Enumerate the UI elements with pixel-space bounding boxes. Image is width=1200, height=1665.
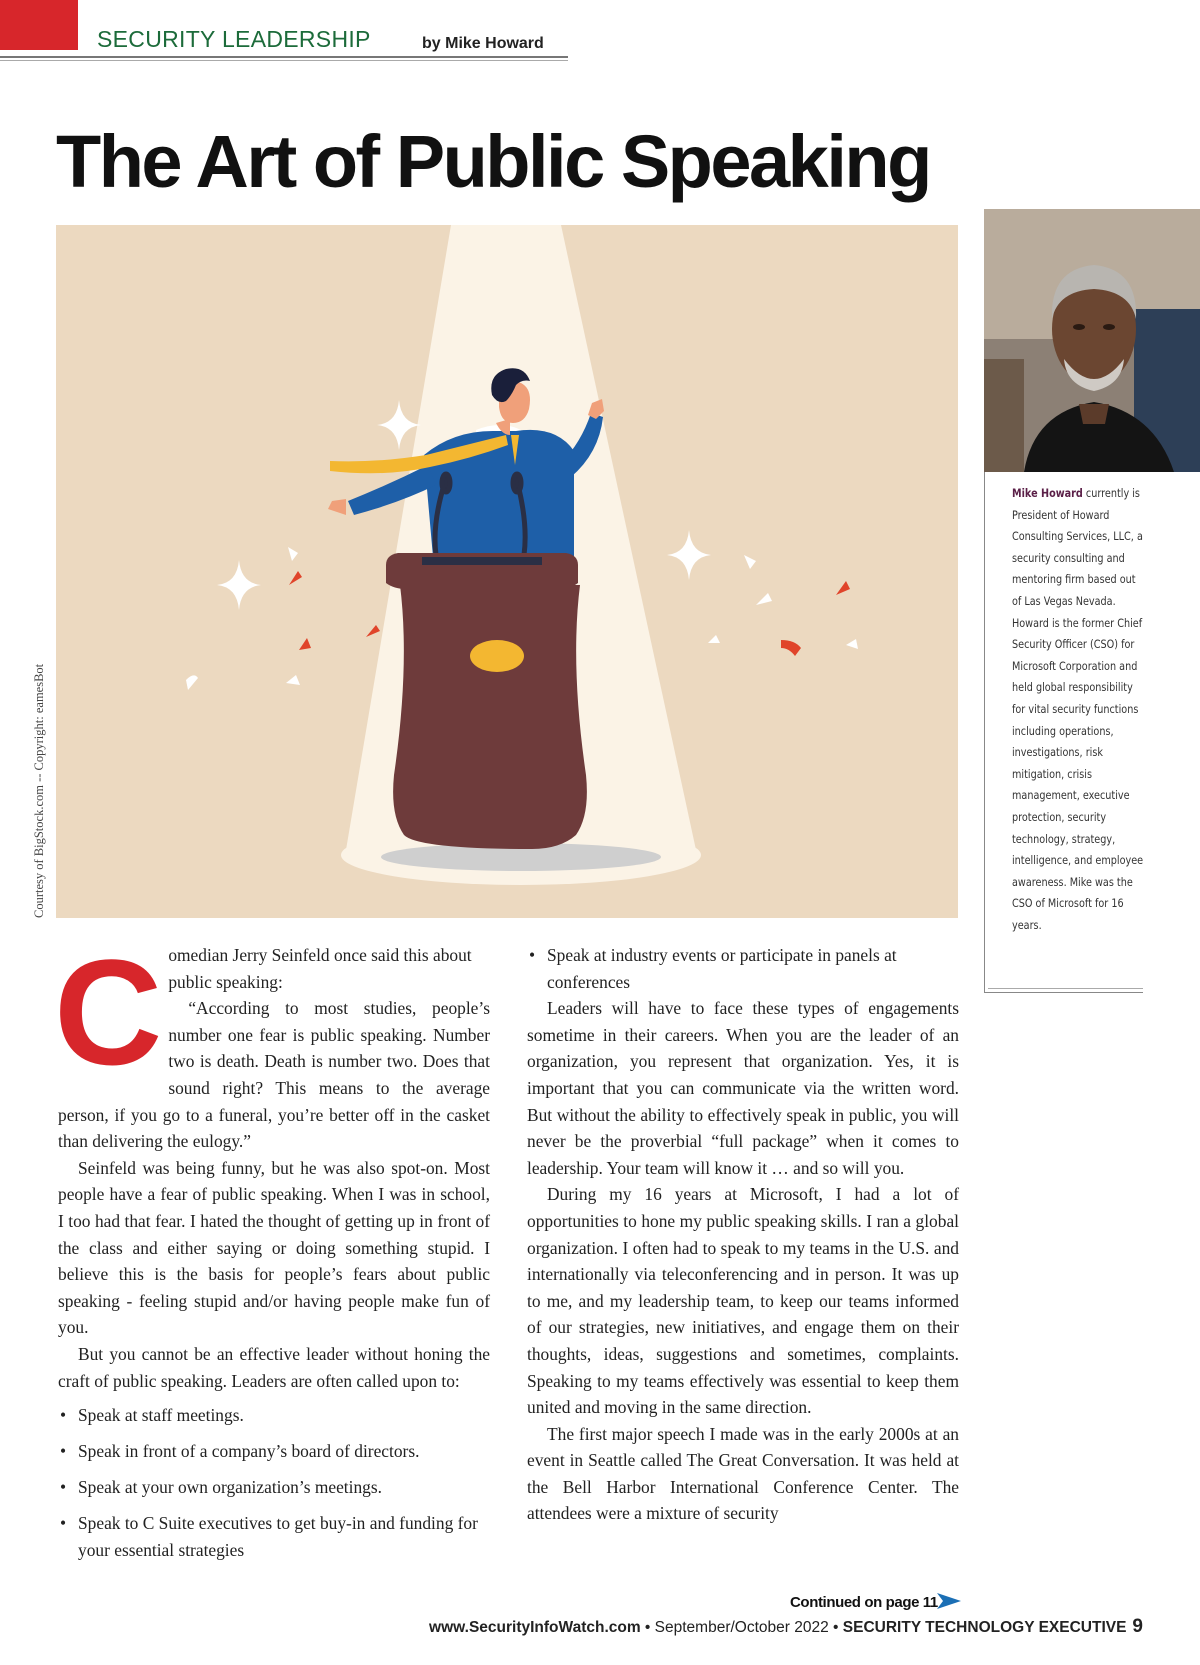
paragraph: Leaders will have to face these types of engagements sometime in their careers. When you are the leader of an organization, you represent that organization. Yes, it is important that you can communicate via the written word. But without the ability to effectively speak in public, you will never be the proverbial “full package” when it comes to leadership. Your team will know it … and so will you. [527,998,959,1178]
byline: by Mike Howard [422,35,544,52]
paragraph: Seinfeld was being funny, but he was also spot-on. Most people have a fear of public speaking. When I was in school, I too had that fear. I hated the thought of getting up in front of the class and either saying or doing something stupid. I believe this is the basis for people’s fears about public speaking - feeling stupid and/or having people make fun of you. [58,1157,490,1338]
list-item: • Speak at staff meetings. [58,1402,490,1429]
paragraph: omedian Jerry Seinfeld once said this about public speaking: [168,945,472,992]
list-item: • Speak at your own organization’s meetings. [58,1474,490,1501]
author-portrait [984,209,1200,472]
article-column-right [527,942,959,1527]
paragraph: The first major speech I made was in the early 2000s at an event in Seattle called The Great Conversation. It was held at the Bell Harbor International Conference Center. The attendees were a mixture of security [527,1423,959,1524]
footer-separator: • [828,1619,843,1636]
author-bio [1012,483,1146,936]
image-credit: Courtesy of BigStock.com -- Copyright: eamesBot [32,663,46,918]
footer-publication: SECURITY TECHNOLOGY EXECUTIVE [842,1619,1127,1636]
footer-separator: • [640,1619,655,1636]
footer-issue: September/October 2022 [654,1619,829,1636]
list-item: • Speak at industry events or participate in panels at conferences [527,942,959,995]
paragraph: But you cannot be an effective leader without honing the craft of public speaking. Leaders are often called upon to: [58,1343,490,1391]
footer-url[interactable]: www.SecurityInfoWatch.com [429,1619,641,1636]
quote-paragraph: “According to most studies, people’s number one fear is public speaking. Number two is death. Death is number two. Does that sound right? This means to the average person, if you go to a funeral, you’re better off in the casket than delivering the eulogy.” [58,998,490,1152]
article-column-left [54,928,490,1573]
drop-cap: C [54,928,163,1096]
bullet-list [527,942,959,995]
arrow-right-icon [937,1593,961,1609]
list-item: • Speak to C Suite executives to get buy-in and funding for your essential strategies [58,1510,490,1563]
bio-text: currently is President of Howard Consulting Services, LLC, a security consulting and mentoring firm based out of Las Vegas Nevada. Howard is the former Chief Security Officer (CSO) for Microsoft Corporation and held global responsibility for vital security functions including operations, investigations, risk mitigation, crisis management, executive protection, security technology, strategy, intelligence, and employee awareness. Mike was the CSO of Microsoft for 16 years. [1012,486,1144,932]
list-item: • Speak in front of a company’s board of directors. [58,1438,490,1465]
page-footer [429,1616,1143,1638]
page-number: 9 [1132,1616,1143,1637]
header-rule-thin [0,60,568,61]
bullet-list [58,1402,490,1563]
article-title: The Art of Public Speaking [56,120,930,203]
podium-badge [470,640,524,672]
header-red-tab [0,0,78,50]
hero-illustration [56,225,958,918]
bio-author-name: Mike Howard [1012,486,1083,500]
paragraph: During my 16 years at Microsoft, I had a lot of opportunities to hone my public speaking skills. I ran a global organization. I often had to speak to my teams in the U.S. and internationally via teleconferencing and in person. It was up to me, and my leadership team, to keep our teams informed of our strategies, new initiatives, and engage them on their thoughts, ideas, suggestions and sometimes, complaints. Speaking to my teams effectively was essential to keep them united and moving in the same direction. [527,1184,959,1418]
podium [386,553,587,849]
section-label: SECURITY LEADERSHIP [97,26,371,52]
continued-link[interactable]: Continued on page 11 [790,1594,938,1611]
header-rule [0,56,568,58]
